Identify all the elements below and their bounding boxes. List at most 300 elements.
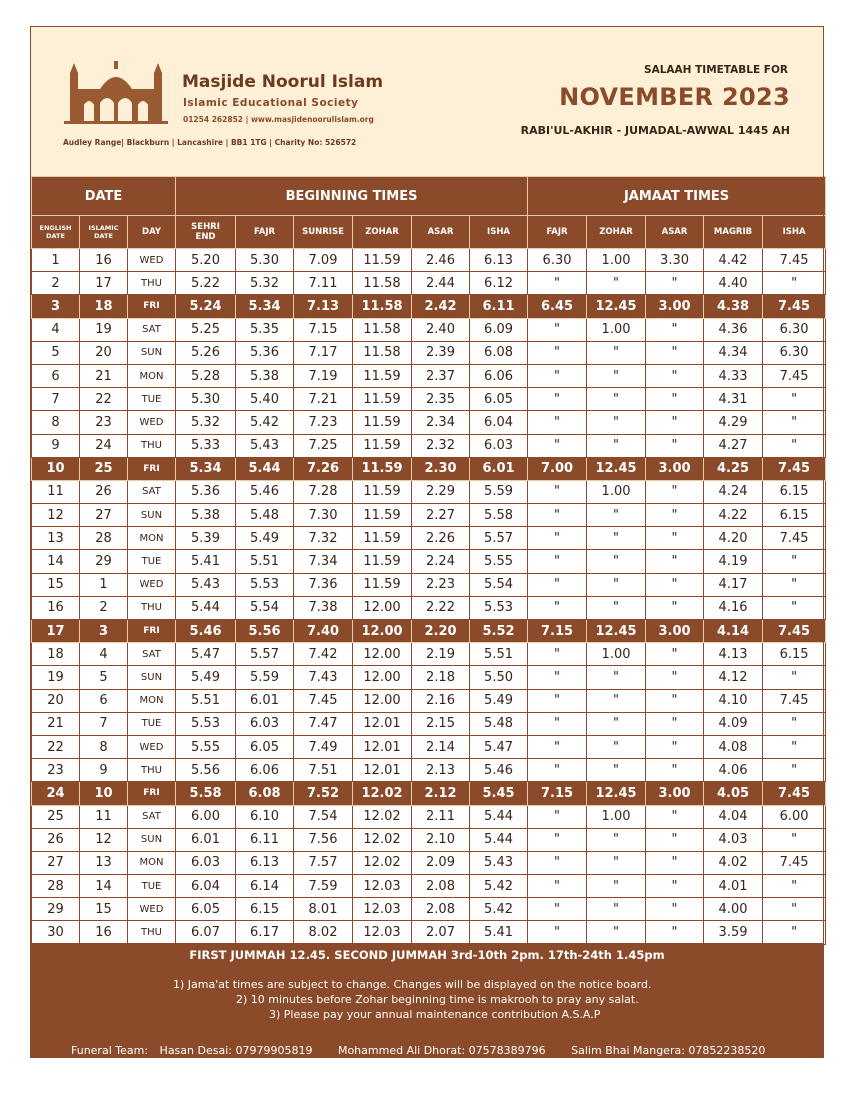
table-cell: 3 [80, 620, 128, 643]
table-cell: 5 [80, 666, 128, 689]
table-cell: 7.30 [294, 504, 353, 527]
table-cell: 7.56 [294, 828, 353, 851]
table-cell: 2.39 [412, 341, 470, 364]
table-cell: 2.26 [412, 527, 470, 550]
table-cell: 4.12 [704, 666, 763, 689]
table-cell: 4.14 [704, 620, 763, 643]
table-cell: 5.53 [470, 596, 528, 619]
table-cell: " [528, 712, 587, 735]
table-cell: " [587, 272, 646, 295]
table-cell: SAT [128, 805, 176, 828]
table-cell: 5.54 [236, 596, 294, 619]
table-cell: 2.08 [412, 898, 470, 921]
table-cell: 7 [32, 388, 80, 411]
table-cell: 1.00 [587, 805, 646, 828]
table-cell: 10 [80, 782, 128, 805]
table-cell: 7.09 [294, 249, 353, 272]
table-cell: 17 [32, 620, 80, 643]
date-header: DATE [32, 177, 176, 216]
table-cell: 7.40 [294, 620, 353, 643]
table-cell: 2 [32, 272, 80, 295]
table-cell: 4.27 [704, 434, 763, 457]
table-cell: 13 [80, 851, 128, 874]
table-cell: 9 [32, 434, 80, 457]
table-cell: 11.59 [353, 573, 412, 596]
table-cell: 7.15 [528, 782, 587, 805]
table-cell: 5.45 [470, 782, 528, 805]
table-cell: 6.30 [763, 318, 826, 341]
table-cell: 2.12 [412, 782, 470, 805]
table-cell: " [528, 643, 587, 666]
table-cell: 6.13 [236, 851, 294, 874]
table-cell: 6.07 [176, 921, 236, 944]
table-cell: 6.08 [470, 341, 528, 364]
table-cell: 5.43 [470, 851, 528, 874]
table-cell: 2.15 [412, 712, 470, 735]
table-cell: " [587, 875, 646, 898]
table-cell: " [646, 735, 704, 758]
table-cell: " [646, 480, 704, 503]
table-cell: 4.40 [704, 272, 763, 295]
table-cell: 7.34 [294, 550, 353, 573]
table-cell: 7.25 [294, 434, 353, 457]
table-cell: 6.04 [176, 875, 236, 898]
table-cell: TUE [128, 712, 176, 735]
table-cell: 6.15 [763, 504, 826, 527]
table-cell: 3.00 [646, 457, 704, 480]
table-cell: " [646, 875, 704, 898]
table-cell: 12.45 [587, 457, 646, 480]
table-cell: THU [128, 759, 176, 782]
jummah-info: FIRST JUMMAH 12.45. SECOND JUMMAH 3rd-10th 2pm. 17th-24th 1.45pm [189, 948, 665, 962]
table-cell: 5.42 [236, 411, 294, 434]
table-cell: 5.44 [236, 457, 294, 480]
table-cell: 21 [32, 712, 80, 735]
table-cell: 6 [80, 689, 128, 712]
table-cell: 7.51 [294, 759, 353, 782]
table-cell: 16 [32, 596, 80, 619]
table-cell: 19 [32, 666, 80, 689]
table-cell: 2.16 [412, 689, 470, 712]
table-cell: 5.26 [176, 341, 236, 364]
table-cell: " [646, 921, 704, 944]
asar-jamaat-header: ASAR [646, 216, 704, 249]
table-cell: 11 [32, 480, 80, 503]
table-cell: " [763, 596, 826, 619]
table-cell: " [646, 364, 704, 387]
table-cell: 12.45 [587, 295, 646, 318]
beginning-times-header: BEGINNING TIMES [176, 177, 528, 216]
table-cell: 11.58 [353, 318, 412, 341]
table-cell: 5.57 [470, 527, 528, 550]
table-cell: " [587, 504, 646, 527]
table-cell: 4.24 [704, 480, 763, 503]
table-cell: " [528, 759, 587, 782]
table-cell: 7.45 [763, 249, 826, 272]
table-cell: 5.54 [470, 573, 528, 596]
table-cell: 4 [32, 318, 80, 341]
table-cell: 17 [80, 272, 128, 295]
table-cell: 23 [32, 759, 80, 782]
table-cell: 4.31 [704, 388, 763, 411]
table-cell: 4.09 [704, 712, 763, 735]
table-cell: 3 [32, 295, 80, 318]
table-cell: 20 [32, 689, 80, 712]
jamaat-times-header: JAMAAT TIMES [528, 177, 826, 216]
table-cell: " [528, 689, 587, 712]
table-cell: 5.51 [236, 550, 294, 573]
table-cell: " [646, 411, 704, 434]
table-cell: 12.01 [353, 759, 412, 782]
table-cell: 28 [32, 875, 80, 898]
table-cell: 5.57 [236, 643, 294, 666]
table-cell: 6.04 [470, 411, 528, 434]
table-cell: 12.01 [353, 735, 412, 758]
table-cell: 12.00 [353, 689, 412, 712]
table-cell: 5.46 [176, 620, 236, 643]
table-cell: 25 [80, 457, 128, 480]
table-cell: 14 [80, 875, 128, 898]
table-cell: 11.58 [353, 295, 412, 318]
table-cell: 19 [80, 318, 128, 341]
table-cell: 6.15 [236, 898, 294, 921]
zohar-begin-header: ZOHAR [353, 216, 412, 249]
table-cell: 6.17 [236, 921, 294, 944]
table-cell: " [646, 851, 704, 874]
table-cell: 11.59 [353, 480, 412, 503]
magrib-jamaat-header: MAGRIB [704, 216, 763, 249]
table-cell: 5.34 [176, 457, 236, 480]
table-cell: 6.05 [236, 735, 294, 758]
table-cell: MON [128, 689, 176, 712]
table-cell: " [528, 596, 587, 619]
table-cell: " [646, 318, 704, 341]
table-cell: 6.06 [470, 364, 528, 387]
table-cell: " [587, 735, 646, 758]
table-cell: 2.07 [412, 921, 470, 944]
table-cell: 2.13 [412, 759, 470, 782]
table-cell: THU [128, 434, 176, 457]
note-2: 2) 10 minutes before Zohar beginning time is makrooh to pray any salat. [236, 993, 639, 1006]
table-cell: 12.00 [353, 620, 412, 643]
table-cell: 25 [32, 805, 80, 828]
table-cell: 12.03 [353, 875, 412, 898]
table-cell: " [763, 759, 826, 782]
table-cell: 6.30 [763, 341, 826, 364]
table-cell: TUE [128, 875, 176, 898]
table-cell: 5.41 [176, 550, 236, 573]
sunrise-header: SUNRISE [294, 216, 353, 249]
table-cell: 4.05 [704, 782, 763, 805]
table-cell: 30 [32, 921, 80, 944]
table-cell: " [763, 735, 826, 758]
table-cell: 15 [80, 898, 128, 921]
table-cell: SAT [128, 318, 176, 341]
table-cell: 3.59 [704, 921, 763, 944]
table-cell: 10 [32, 457, 80, 480]
table-cell: 5.41 [470, 921, 528, 944]
table-cell: 2.27 [412, 504, 470, 527]
table-cell: 12.00 [353, 596, 412, 619]
table-cell: 4.25 [704, 457, 763, 480]
table-cell: 5.44 [470, 828, 528, 851]
table-cell: 12.02 [353, 851, 412, 874]
table-cell: WED [128, 573, 176, 596]
table-cell: 6.10 [236, 805, 294, 828]
table-cell: " [528, 318, 587, 341]
table-cell: 5.38 [176, 504, 236, 527]
table-cell: 7.45 [763, 527, 826, 550]
table-cell: 2.24 [412, 550, 470, 573]
table-cell: " [587, 689, 646, 712]
table-cell: 5.38 [236, 364, 294, 387]
table-cell: 7.49 [294, 735, 353, 758]
table-cell: " [763, 666, 826, 689]
table-cell: 2.22 [412, 596, 470, 619]
table-cell: 11.59 [353, 504, 412, 527]
table-cell: " [587, 527, 646, 550]
table-cell: 12.01 [353, 712, 412, 735]
table-cell: " [646, 573, 704, 596]
table-cell: 7.42 [294, 643, 353, 666]
table-cell: MON [128, 527, 176, 550]
table-cell: 24 [32, 782, 80, 805]
table-cell: 4.19 [704, 550, 763, 573]
table-cell: " [528, 550, 587, 573]
table-cell: " [646, 596, 704, 619]
funeral-contact-2: Mohammed Ali Dhorat: 07578389796 [337, 1044, 546, 1057]
table-cell: 6.30 [528, 249, 587, 272]
table-cell: " [587, 388, 646, 411]
org-name: Masjide Noorul Islam [182, 72, 384, 92]
table-cell: 4.34 [704, 341, 763, 364]
table-cell: " [763, 712, 826, 735]
table-cell: 4.16 [704, 596, 763, 619]
table-cell: 8 [32, 411, 80, 434]
table-cell: 27 [32, 851, 80, 874]
table-cell: 5.36 [176, 480, 236, 503]
table-cell: 5.56 [236, 620, 294, 643]
table-cell: 2.20 [412, 620, 470, 643]
table-cell: " [763, 550, 826, 573]
table-cell: " [763, 828, 826, 851]
table-cell: 6.12 [470, 272, 528, 295]
table-cell: " [587, 851, 646, 874]
table-cell: 3.00 [646, 782, 704, 805]
table-cell: 11.59 [353, 457, 412, 480]
table-cell: 7.00 [528, 457, 587, 480]
table-cell: 4.08 [704, 735, 763, 758]
table-cell: 7.47 [294, 712, 353, 735]
table-cell: " [528, 875, 587, 898]
table-cell: 4.20 [704, 527, 763, 550]
table-cell: 26 [32, 828, 80, 851]
table-cell: 5.59 [470, 480, 528, 503]
table-cell: TUE [128, 550, 176, 573]
asar-begin-header: ASAR [412, 216, 470, 249]
table-cell: " [587, 898, 646, 921]
table-cell: 7.32 [294, 527, 353, 550]
table-cell: 5.25 [176, 318, 236, 341]
table-cell: " [646, 666, 704, 689]
table-cell: " [528, 573, 587, 596]
table-cell: 5.52 [470, 620, 528, 643]
table-cell: " [587, 364, 646, 387]
table-cell: " [528, 388, 587, 411]
table-cell: 5.34 [236, 295, 294, 318]
table-cell: " [646, 759, 704, 782]
table-cell: 4 [80, 643, 128, 666]
table-cell: 2 [80, 596, 128, 619]
table-cell: 7.57 [294, 851, 353, 874]
table-cell: 7.45 [294, 689, 353, 712]
table-cell: 6.00 [176, 805, 236, 828]
table-cell: 27 [80, 504, 128, 527]
table-cell: 3.30 [646, 249, 704, 272]
table-cell: 6.15 [763, 643, 826, 666]
table-cell: MON [128, 851, 176, 874]
table-cell: 11 [80, 805, 128, 828]
table-cell: 2.37 [412, 364, 470, 387]
table-cell: " [646, 527, 704, 550]
table-cell: 5.43 [176, 573, 236, 596]
table-cell: 5.53 [236, 573, 294, 596]
table-cell: " [528, 411, 587, 434]
table-cell: 6.00 [763, 805, 826, 828]
table-cell: 6.05 [470, 388, 528, 411]
table-cell: 2.09 [412, 851, 470, 874]
table-cell: 7.19 [294, 364, 353, 387]
funeral-contact-3: Salim Bhai Mangera: 07852238520 [571, 1044, 766, 1057]
table-cell: " [528, 898, 587, 921]
table-cell: 5.30 [176, 388, 236, 411]
page-border [30, 26, 824, 1058]
table-cell: 6.11 [236, 828, 294, 851]
funeral-label: Funeral Team: [71, 1044, 149, 1057]
table-cell: " [646, 689, 704, 712]
table-cell: WED [128, 898, 176, 921]
table-cell: 4.42 [704, 249, 763, 272]
table-cell: " [646, 341, 704, 364]
table-cell: 6.01 [470, 457, 528, 480]
table-cell: " [587, 666, 646, 689]
table-cell: 4.22 [704, 504, 763, 527]
table-cell: 6 [32, 364, 80, 387]
table-cell: 6.03 [236, 712, 294, 735]
table-cell: 8 [80, 735, 128, 758]
table-cell: WED [128, 735, 176, 758]
table-cell: 6.05 [176, 898, 236, 921]
table-cell: " [646, 434, 704, 457]
table-cell: 4.29 [704, 411, 763, 434]
table-cell: MON [128, 364, 176, 387]
table-cell: 4.04 [704, 805, 763, 828]
table-cell: FRI [128, 295, 176, 318]
table-cell: 5.44 [470, 805, 528, 828]
org-subtitle: Islamic Educational Society [183, 97, 359, 109]
table-cell: 2.35 [412, 388, 470, 411]
table-cell: 7.23 [294, 411, 353, 434]
table-cell: 26 [80, 480, 128, 503]
table-cell: " [528, 480, 587, 503]
table-cell: 4.00 [704, 898, 763, 921]
table-cell: 11.59 [353, 249, 412, 272]
table-cell: 7.45 [763, 689, 826, 712]
table-cell: 12.00 [353, 666, 412, 689]
table-cell: 6.11 [470, 295, 528, 318]
table-cell: 7.45 [763, 620, 826, 643]
table-cell: 7.17 [294, 341, 353, 364]
table-cell: 7.38 [294, 596, 353, 619]
table-cell: " [646, 712, 704, 735]
table-cell: SUN [128, 504, 176, 527]
table-cell: 7 [80, 712, 128, 735]
table-cell: " [587, 921, 646, 944]
table-cell: " [528, 921, 587, 944]
table-cell: 5.42 [470, 875, 528, 898]
table-cell: 5.46 [236, 480, 294, 503]
table-cell: 6.03 [176, 851, 236, 874]
table-cell: 5.20 [176, 249, 236, 272]
table-cell: 2.14 [412, 735, 470, 758]
table-cell: 1.00 [587, 318, 646, 341]
table-cell: 2.40 [412, 318, 470, 341]
table-cell: 2.23 [412, 573, 470, 596]
table-cell: 5.50 [470, 666, 528, 689]
table-cell: " [587, 550, 646, 573]
table-cell: 20 [80, 341, 128, 364]
table-cell: " [587, 573, 646, 596]
table-cell: " [646, 388, 704, 411]
table-cell: 7.52 [294, 782, 353, 805]
table-cell: 7.26 [294, 457, 353, 480]
table-cell: " [587, 434, 646, 457]
table-cell: 2.10 [412, 828, 470, 851]
table-cell: 7.54 [294, 805, 353, 828]
table-cell: 11.59 [353, 364, 412, 387]
table-cell: " [763, 573, 826, 596]
table-cell: 6.01 [176, 828, 236, 851]
table-cell: 4.33 [704, 364, 763, 387]
table-cell: 2.11 [412, 805, 470, 828]
table-cell: " [528, 434, 587, 457]
table-cell: " [763, 875, 826, 898]
table-cell: " [528, 527, 587, 550]
table-cell: 6.14 [236, 875, 294, 898]
table-cell: 5.28 [176, 364, 236, 387]
table-cell: 2.46 [412, 249, 470, 272]
table-cell: 2.08 [412, 875, 470, 898]
fajr-begin-header: FAJR [236, 216, 294, 249]
table-cell: 7.43 [294, 666, 353, 689]
table-cell: 5.58 [470, 504, 528, 527]
table-cell: 6.08 [236, 782, 294, 805]
table-cell: 12.02 [353, 805, 412, 828]
table-cell: 6.01 [236, 689, 294, 712]
table-cell: 6.45 [528, 295, 587, 318]
table-cell: 24 [80, 434, 128, 457]
table-cell: " [528, 666, 587, 689]
table-cell: 15 [32, 573, 80, 596]
table-cell: 12.02 [353, 828, 412, 851]
table-cell: " [646, 504, 704, 527]
isha-jamaat-header: ISHA [763, 216, 826, 249]
table-cell: SAT [128, 480, 176, 503]
table-cell: " [763, 898, 826, 921]
table-cell: " [528, 805, 587, 828]
table-cell: 21 [80, 364, 128, 387]
table-cell: 11.59 [353, 527, 412, 550]
